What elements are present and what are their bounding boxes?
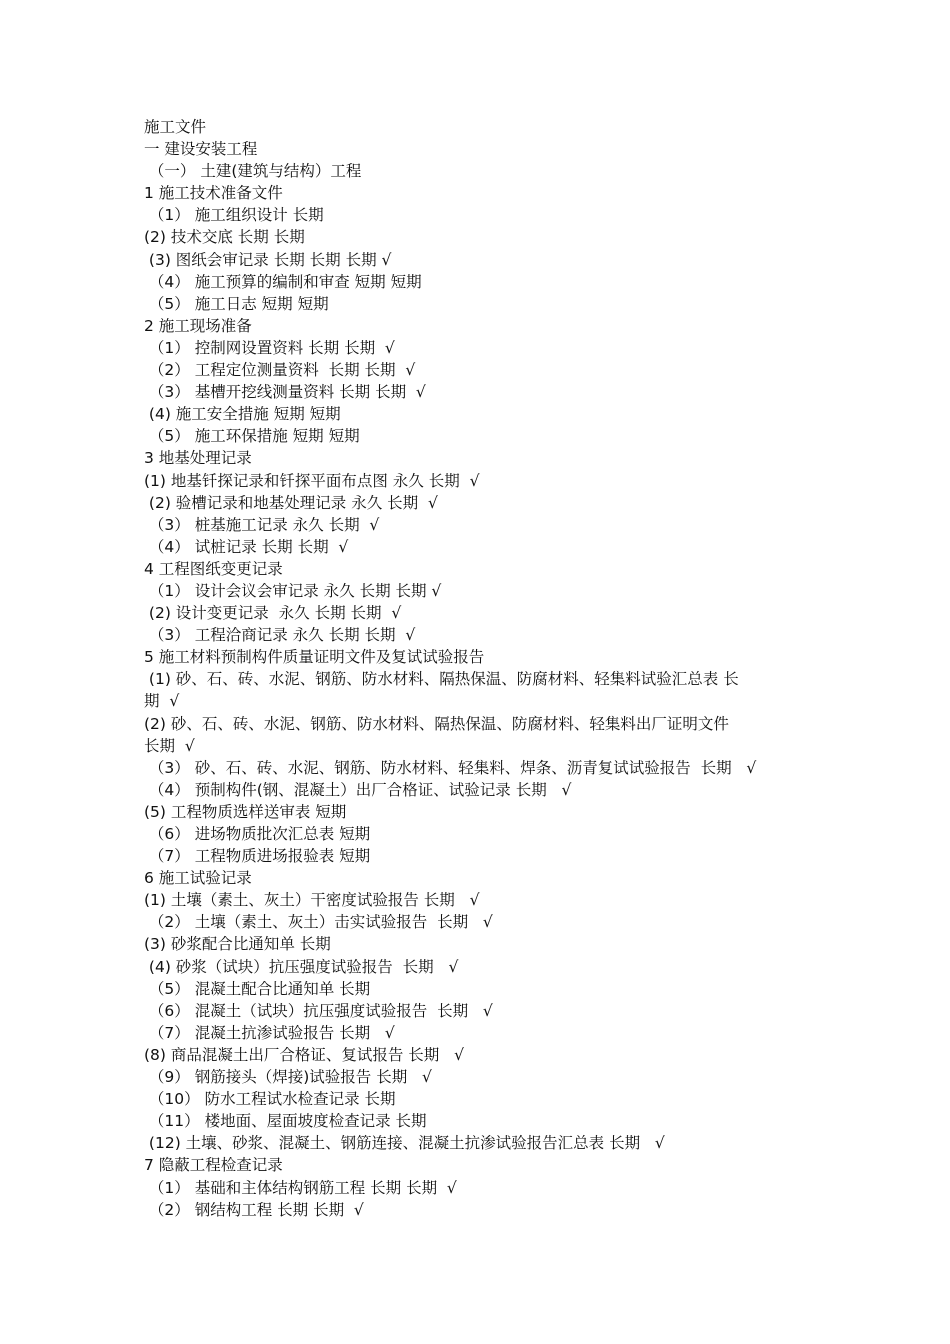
- document-line: (4) 施工安全措施 短期 短期: [144, 405, 341, 424]
- document-line: （4） 试桩记录 长期 长期 √: [144, 537, 349, 556]
- document-line: (4) 砂浆（试块）抗压强度试验报告 长期 √: [144, 957, 459, 976]
- document-line: （10） 防水工程试水检查记录 长期: [144, 1090, 396, 1109]
- document-line: (2) 技术交底 长期 长期: [144, 228, 305, 247]
- document-line: （5） 混凝土配合比通知单 长期: [144, 979, 371, 998]
- document-line: （1） 控制网设置资料 长期 长期 √: [144, 338, 395, 357]
- document-line: 一 建设安装工程: [144, 140, 258, 159]
- document-lines: [144, 138, 824, 1221]
- document-line: 4 工程图纸变更记录: [144, 559, 283, 578]
- document-line: (3) 砂浆配合比通知单 长期: [144, 935, 331, 954]
- document-line: （5） 施工环保措施 短期 短期: [144, 427, 360, 446]
- document-line: (2) 砂、石、砖、水泥、钢筋、防水材料、隔热保温、防腐材料、轻集料出厂证明文件: [144, 714, 729, 733]
- document-line: （11） 楼地面、屋面坡度检查记录 长期: [144, 1112, 427, 1131]
- document-line: 3 地基处理记录: [144, 449, 252, 468]
- document-line: （1） 施工组织设计 长期: [144, 206, 324, 225]
- document-line: （3） 基槽开挖线测量资料 长期 长期 √: [144, 383, 426, 402]
- document-line: （2） 钢结构工程 长期 长期 √: [144, 1200, 364, 1219]
- document-line: (12) 土壤、砂浆、混凝土、钢筋连接、混凝土抗渗试验报告汇总表 长期 √: [144, 1134, 665, 1153]
- document-line: (2) 验槽记录和地基处理记录 永久 长期 √: [144, 493, 438, 512]
- document-line: 6 施工试验记录: [144, 869, 252, 888]
- document-line: （4） 预制构件(钢、混凝土）出厂合格证、试验记录 长期 √: [144, 780, 572, 799]
- document-line: （3） 桩基施工记录 永久 长期 √: [144, 515, 380, 534]
- document-line: （6） 混凝土（试块）抗压强度试验报告 长期 √: [144, 1001, 493, 1020]
- document-line: （6） 进场物质批次汇总表 短期: [144, 825, 371, 843]
- document-line: (1) 地基钎探记录和钎探平面布点图 永久 长期 √: [144, 471, 480, 490]
- document-line: （7） 混凝土抗渗试验报告 长期 √: [144, 1023, 395, 1042]
- document-line: 长期 √: [144, 736, 195, 755]
- document-line: （5） 施工日志 短期 短期: [144, 294, 329, 313]
- document-line: 5 施工材料预制构件质量证明文件及复试试验报告: [144, 648, 485, 667]
- document-line: （一） 土建(建筑与结构）工程: [144, 162, 362, 181]
- document-line: （2） 工程定位测量资料 长期 长期 √: [144, 361, 416, 380]
- document-title: 施工文件: [144, 118, 207, 136]
- document-line: (1) 土壤（素土、灰土）干密度试验报告 长期 √: [144, 891, 480, 910]
- document-line: （2） 土壤（素土、灰土）击实试验报告 长期 √: [144, 913, 493, 932]
- document-line: 7 隐蔽工程检查记录: [144, 1156, 283, 1175]
- document-line: 1 施工技术准备文件: [144, 184, 283, 203]
- document-line: (1) 砂、石、砖、水泥、钢筋、防水材料、隔热保温、防腐材料、轻集料试验汇总表 长: [144, 670, 739, 689]
- document-body: [144, 116, 824, 1221]
- document-line: （3） 砂、石、砖、水泥、钢筋、防水材料、轻集料、焊条、沥青复试试验报告 长期 √: [144, 758, 757, 777]
- document-line: （9） 钢筋接头（焊接)试验报告 长期 √: [144, 1068, 432, 1087]
- document-line: （7） 工程物质进场报验表 短期: [144, 847, 371, 866]
- document-line: (3) 图纸会审记录 长期 长期 长期 √: [144, 250, 392, 269]
- document-line: （1） 基础和主体结构钢筋工程 长期 长期 √: [144, 1178, 457, 1197]
- document-line: (8) 商品混凝土出厂合格证、复试报告 长期 √: [144, 1045, 464, 1064]
- document-line: （4） 施工预算的编制和审查 短期 短期: [144, 272, 422, 291]
- document-line: 2 施工现场准备: [144, 316, 252, 335]
- document-line: (2) 设计变更记录 永久 长期 长期 √: [144, 604, 402, 623]
- document-line: （3） 工程洽商记录 永久 长期 长期 √: [144, 626, 416, 645]
- document-line: 期 √: [144, 692, 180, 711]
- document-line: （1） 设计会议会审记录 永久 长期 长期 √: [144, 581, 442, 600]
- document-line: (5) 工程物质选样送审表 短期: [144, 802, 347, 821]
